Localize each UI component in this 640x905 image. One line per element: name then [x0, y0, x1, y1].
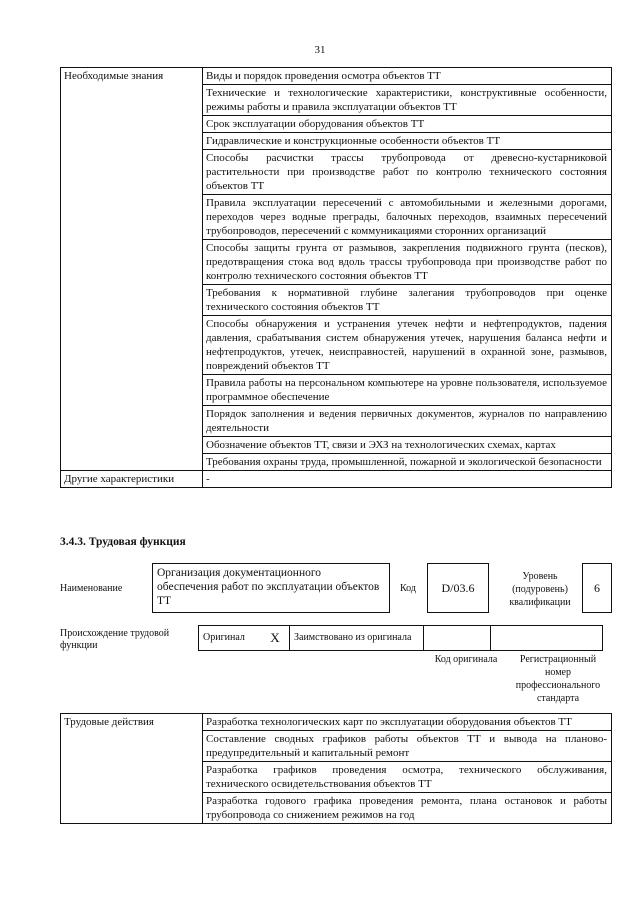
knowledge-table — [60, 67, 612, 488]
origin-label: Происхождение трудовой функции — [60, 628, 170, 651]
knowledge-item: Виды и порядок проведения осмотра объектов ТТ — [203, 68, 612, 85]
knowledge-item: Требования к нормативной глубине залегания трубопроводов при оценке технического состояния объектов ТТ — [203, 285, 612, 316]
labor-action-item: Разработка графиков проведения осмотра, технического обслуживания, технического освидетельствования объектов ТТ — [203, 762, 612, 793]
page-number: 31 — [314, 44, 326, 56]
function-name: Организация документационного обеспечения работ по эксплуатации объектов ТТ — [152, 563, 390, 613]
labor-action-item: Разработка технологических карт по эксплуатации оборудования объектов ТТ — [203, 714, 612, 731]
knowledge-item: Обозначение объектов ТТ, связи и ЭХЗ на технологических схемах, картах — [203, 437, 612, 454]
knowledge-label: Необходимые знания — [61, 68, 203, 471]
origin-table — [198, 625, 603, 651]
reg-number-label: Регистрационный номер профессионального стандарта — [515, 654, 601, 704]
code-original-cell — [424, 626, 491, 651]
borrowed-label: Заимствовано из оригинала — [290, 626, 424, 651]
other-value: - — [203, 471, 612, 488]
original-label: Оригинал — [199, 626, 262, 651]
knowledge-item: Требования охраны труда, промышленной, пожарной и экологической безопасности — [203, 454, 612, 471]
knowledge-item: Способы расчистки трассы трубопровода от древесно-кустарниковой растительности при производстве работ по контролю технического состояния объектов ТТ — [203, 150, 612, 195]
table-row — [61, 471, 612, 488]
table-row — [61, 714, 612, 731]
reg-number-cell — [491, 626, 603, 651]
other-label: Другие характеристики — [61, 471, 203, 488]
level-label: Уровень (подуровень) квалификации — [509, 571, 571, 608]
knowledge-item: Способы обнаружения и устранения утечек нефти и нефтепродуктов, падения давления, срабатывания систем обнаружения утечек, нарушения баланса нефти и нефтепродуктов, утечек, неисправностей, нарушений в охранной зоне, размывов, повреждений объектов ТТ — [203, 316, 612, 375]
knowledge-item: Способы защиты грунта от размывов, закрепления подвижного грунта (песков), предотвращения стока вод вдоль трассы трубопровода при производстве работ по контролю технического состояния объектов ТТ — [203, 240, 612, 285]
knowledge-item: Технические и технологические характеристики, конструктивные особенности, режимы работы и правила эксплуатации объектов ТТ — [203, 85, 612, 116]
table-row — [199, 626, 603, 651]
labor-actions-label: Трудовые действия — [61, 714, 203, 824]
qualification-level: 6 — [582, 563, 612, 613]
knowledge-item: Правила работы на персональном компьютере на уровне пользователя, используемое программное обеспечение — [203, 375, 612, 406]
knowledge-item: Порядок заполнения и ведения первичных документов, журналов по направлению деятельности — [203, 406, 612, 437]
labor-action-item: Составление сводных графиков работы объектов ТТ и вывода на планово-предупредительный и капитальный ремонт — [203, 731, 612, 762]
knowledge-item: Правила эксплуатации пересечений с автомобильными и железными дорогами, переходов через водные преграды, балочных переходов, взаимных пересечений трубопроводов, пересечений с коммуникациями сторонних организаций — [203, 195, 612, 240]
knowledge-item: Срок эксплуатации оборудования объектов ТТ — [203, 116, 612, 133]
labor-action-item: Разработка годового графика проведения ремонта, плана остановок и работы трубопровода со снижением режимов на год — [203, 793, 612, 824]
knowledge-item: Гидравлические и конструкционные особенности объектов ТТ — [203, 133, 612, 150]
labor-actions-table — [60, 713, 612, 824]
name-label: Наименование — [60, 583, 123, 594]
section-title: 3.4.3. Трудовая функция — [60, 536, 186, 548]
table-row — [61, 68, 612, 85]
original-mark: X — [261, 626, 290, 651]
code-label: Код — [400, 583, 416, 594]
code-original-label: Код оригинала — [434, 654, 498, 665]
function-code: D/03.6 — [427, 563, 489, 613]
